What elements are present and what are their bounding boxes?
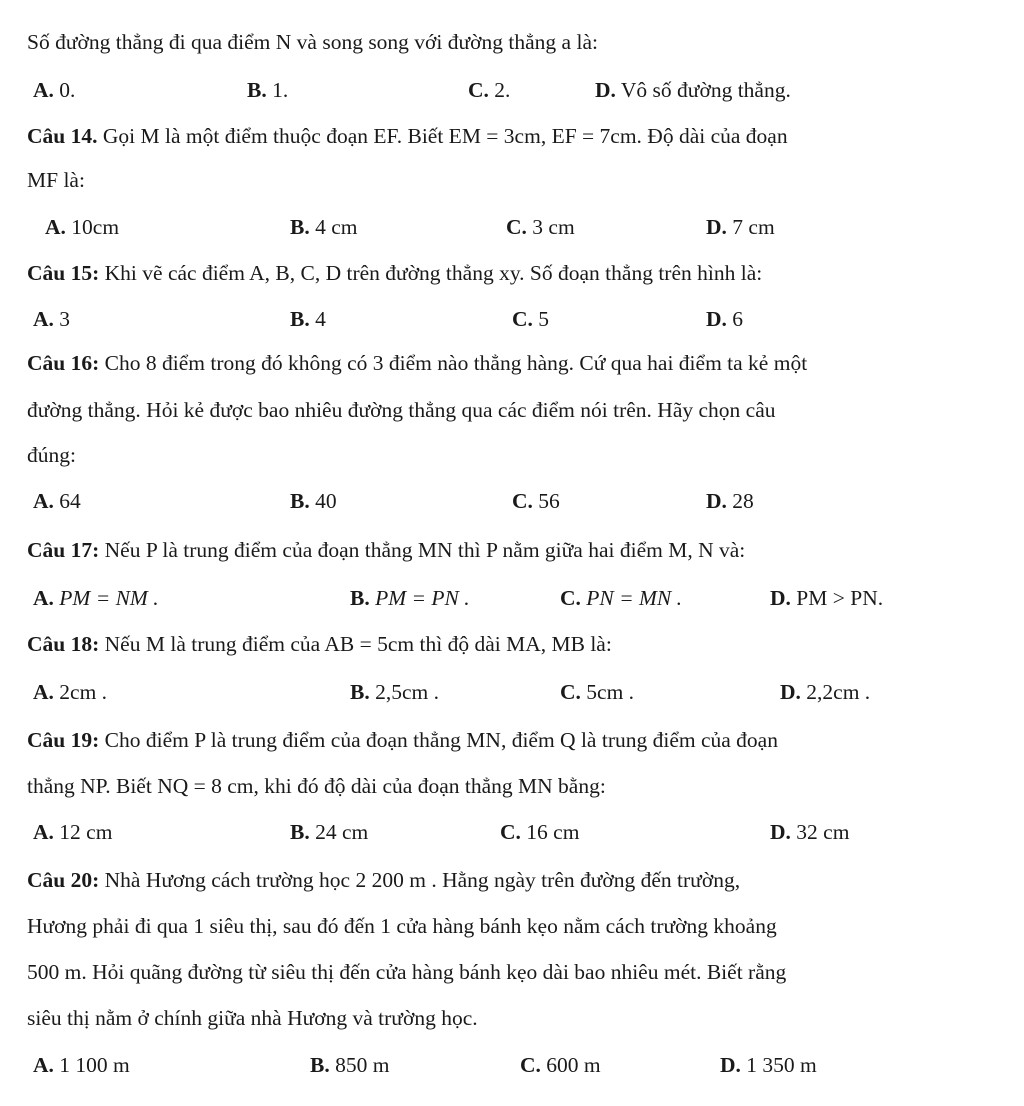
q14-option-b: B. 4 cm <box>290 215 358 239</box>
q15-options <box>0 307 1024 337</box>
q17-option-c: C. PN = MN . <box>560 586 683 610</box>
q13-option-d: D. Vô số đường thẳng. <box>595 78 791 102</box>
q20-stem-line2: Hương phải đi qua 1 siêu thị, sau đó đến 1 cửa hàng bánh kẹo nằm cách trường khoảng <box>27 914 777 938</box>
q13-option-a: A. 0. <box>33 78 76 102</box>
q16-stem-line1: Câu 16: Cho 8 điểm trong đó không có 3 điểm nào thẳng hàng. Cứ qua hai điểm ta kẻ một <box>27 351 808 375</box>
q20-stem-line1: Câu 20: Nhà Hương cách trường học 2 200 m . Hằng ngày trên đường đến trường, <box>27 868 741 892</box>
q16-options <box>0 489 1024 519</box>
q16-option-d: D. 28 <box>706 489 754 513</box>
q18-options <box>0 680 1024 710</box>
q19-stem-line2: thẳng NP. Biết NQ = 8 cm, khi đó độ dài của đoạn thẳng MN bằng: <box>27 774 606 798</box>
q13-option-b: B. 1. <box>247 78 289 102</box>
q19-option-d: D. 32 cm <box>770 820 850 844</box>
q19-option-b: B. 24 cm <box>290 820 369 844</box>
q18-option-b: B. 2,5cm . <box>350 680 439 704</box>
q19-option-c: C. 16 cm <box>500 820 580 844</box>
q14-option-a: A. 10cm <box>45 215 120 239</box>
q14-option-c: C. 3 cm <box>506 215 575 239</box>
q20-stem-line4: siêu thị nằm ở chính giữa nhà Hương và trường học. <box>27 1006 478 1030</box>
q18-option-d: D. 2,2cm . <box>780 680 871 704</box>
q17-option-d: D. PM > PN. <box>770 586 884 610</box>
q13-option-c: C. 2. <box>468 78 511 102</box>
q13-options <box>0 78 1024 108</box>
q14-option-d: D. 7 cm <box>706 215 775 239</box>
q13-stem: Số đường thẳng đi qua điểm N và song song với đường thẳng a là: <box>27 30 598 54</box>
q16-option-b: B. 40 <box>290 489 337 513</box>
q20-options <box>0 1053 1024 1083</box>
q15-option-a: A. 3 <box>33 307 71 331</box>
q15-option-d: D. 6 <box>706 307 744 331</box>
q19-option-a: A. 12 cm <box>33 820 113 844</box>
q15-option-b: B. 4 <box>290 307 326 331</box>
q17-stem: Câu 17: Nếu P là trung điểm của đoạn thẳng MN thì P nằm giữa hai điểm M, N và: <box>27 538 746 562</box>
q19-options <box>0 820 1024 850</box>
q20-option-a: A. 1 100 m <box>33 1053 130 1077</box>
q20-option-b: B. 850 m <box>310 1053 390 1077</box>
q17-option-b: B. PM = PN . <box>350 586 470 610</box>
q19-stem-line1: Câu 19: Cho điểm P là trung điểm của đoạn thẳng MN, điểm Q là trung điểm của đoạn <box>27 728 778 752</box>
q16-stem-line3: đúng: <box>27 443 76 467</box>
q20-option-d: D. 1 350 m <box>720 1053 817 1077</box>
q17-options <box>0 586 1024 616</box>
q18-stem: Câu 18: Nếu M là trung điểm của AB = 5cm thì độ dài MA, MB là: <box>27 632 612 656</box>
q15-stem: Câu 15: Khi vẽ các điểm A, B, C, D trên đường thẳng xy. Số đoạn thẳng trên hình là: <box>27 261 763 285</box>
q16-option-c: C. 56 <box>512 489 560 513</box>
q17-option-a: A. PM = NM . <box>33 586 159 610</box>
q16-stem-line2: đường thẳng. Hỏi kẻ được bao nhiêu đường thẳng qua các điểm nói trên. Hãy chọn câu <box>27 398 776 422</box>
q14-options <box>0 215 1024 245</box>
q20-stem-line3: 500 m. Hỏi quãng đường từ siêu thị đến cửa hàng bánh kẹo dài bao nhiêu mét. Biết rằng <box>27 960 787 984</box>
q16-option-a: A. 64 <box>33 489 81 513</box>
q14-stem-line2: MF là: <box>27 168 85 192</box>
q18-option-c: C. 5cm . <box>560 680 635 704</box>
q20-option-c: C. 600 m <box>520 1053 601 1077</box>
q15-option-c: C. 5 <box>512 307 550 331</box>
q14-stem-line1: Câu 14. Gọi M là một điểm thuộc đoạn EF. Biết EM = 3cm, EF = 7cm. Độ dài của đoạn <box>27 124 788 148</box>
q18-option-a: A. 2cm . <box>33 680 108 704</box>
